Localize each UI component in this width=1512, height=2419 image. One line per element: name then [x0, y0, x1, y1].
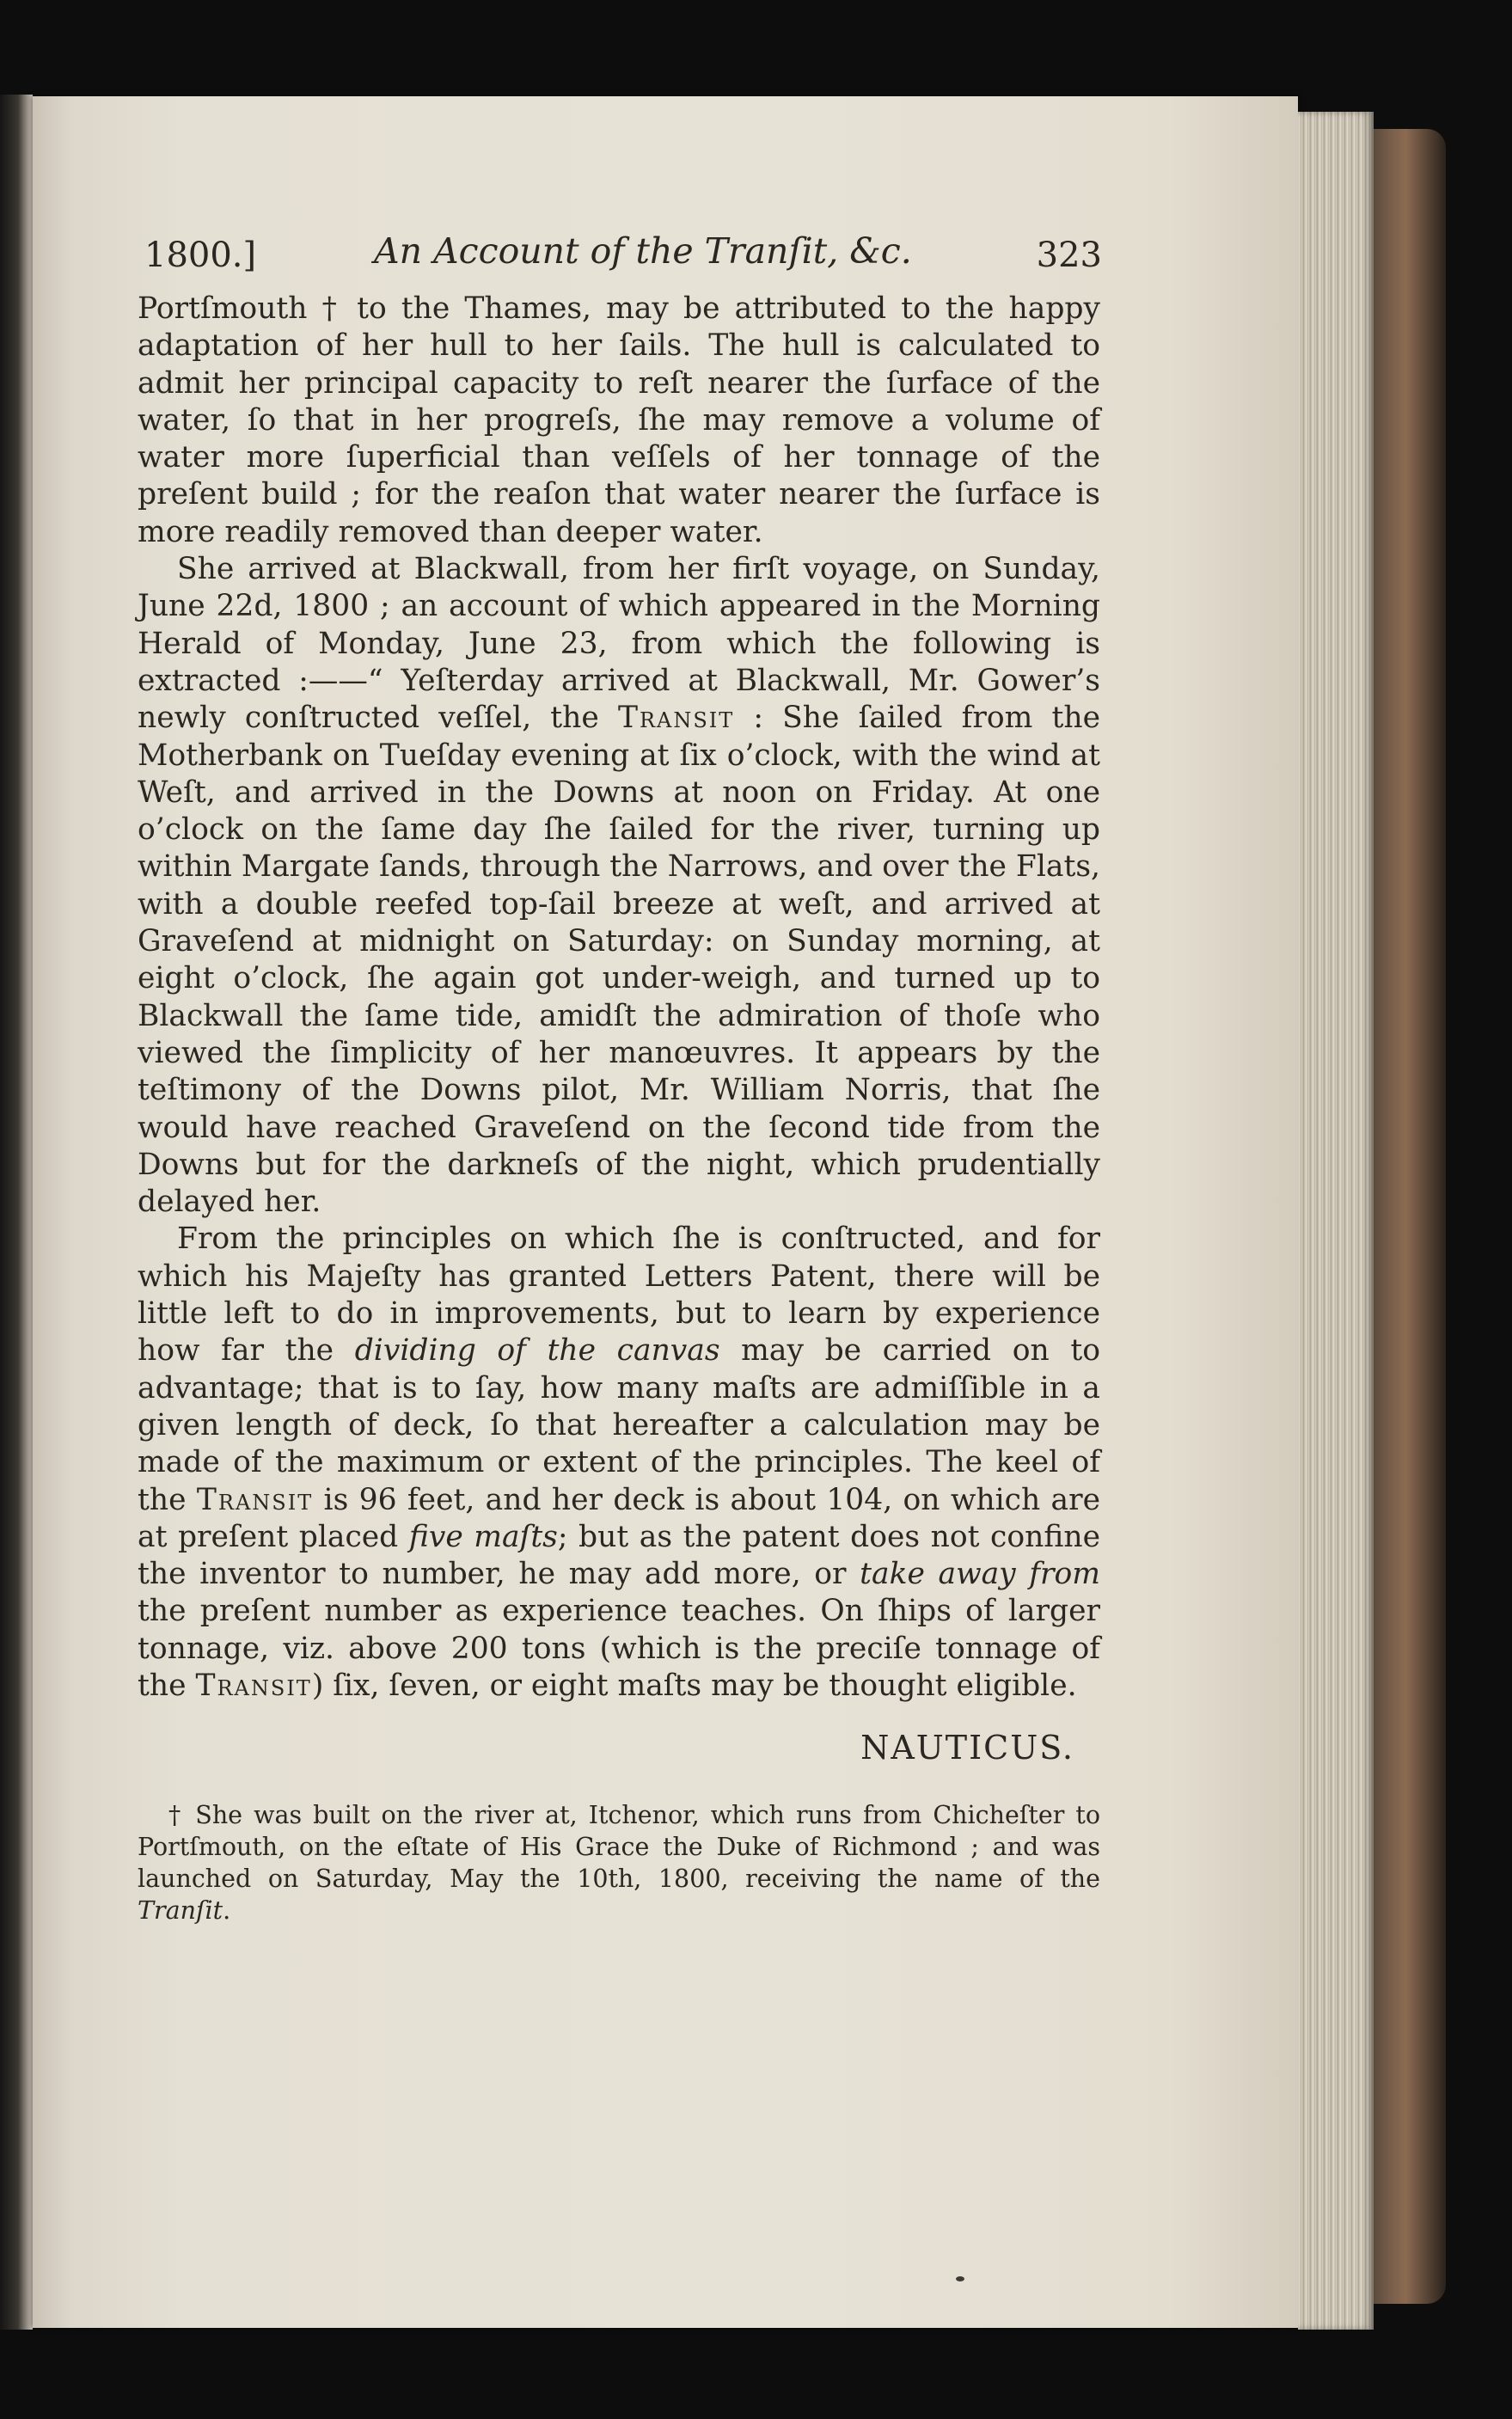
- paragraph-3-part-b: may be carried on to advantage; that is to ſay, how many maſts are admiſſible in a given length of deck, ſo that hereafter a calculation may be made of the maximum or extent of the principles. The keel of the: [138, 1333, 1100, 1517]
- running-header: [138, 230, 1100, 291]
- ship-name-transit: Transit: [617, 701, 735, 736]
- paragraph-3-part-e: the preſent number as experience teaches. On ſhips of larger tonnage, viz. above 200 tons (which is the preciſe tonnage of the: [138, 1594, 1100, 1703]
- footnote-end: .: [223, 1896, 231, 1926]
- footnote-text: † She was built on the river at, Itchenor, which runs from Chicheſter to Portſmouth, on the eſtate of His Grace the Duke of Richmond ; and was launched on Saturday, May the 10th, 1800, receiving the name of the: [138, 1801, 1100, 1894]
- paragraph-3-part-c: is 96 feet, and her deck is about 104, on which are at preſent placed: [138, 1482, 1101, 1554]
- italic-phrase-take-away: take away from: [860, 1557, 1101, 1592]
- article-body: [138, 291, 1100, 1705]
- signature: NAUTICUS.: [860, 1729, 1074, 1767]
- paragraph-3-part-a: From the principles on which ſhe is conſtructed, and for which his Majeſty has granted Letters Patent, there will be little left to do in improvements, but to learn by experience how far the: [138, 1222, 1100, 1369]
- page-block-edges: [1298, 112, 1374, 2330]
- paragraph-2-part-b: : She ſailed from the Motherbank on Tueſday evening at ſix o’clock, with the wind at Weſt, and arrived in the Downs at noon on Friday. At one o’clock on the ſame day ſhe ſailed for the river, turning up within Margate ſands, through the Narrows, and over the Flats, with a double reefed top-ſail breeze at weſt, and arrived at Graveſend at midnight on Saturday: on Sunday morning, at eight o’clock, ſhe again got under-weigh, and turned up to Blackwall the ſame tide, amidſt the admiration of thoſe who viewed the ſimplicity of her manœuvres. It appears by the teſtimony of the Downs pilot, Mr. William Norris, that ſhe would have reached Graveſend on the ſecond tide from the Downs but for the darkneſs of the night, which prudentially delayed her.: [138, 701, 1100, 1220]
- paragraph-3: [138, 1221, 1100, 1705]
- header-title: An Account of the Tranſit, &c.: [374, 230, 912, 272]
- left-page-edge: [0, 95, 33, 2330]
- paragraph-2: [138, 551, 1100, 1221]
- paragraph-1: Portſmouth † to the Thames, may be attributed to the happy adaptation of her hull to her ſails. The hull is calculated to admit her principal capacity to reſt nearer the ſurface of the water, ſo that in her progreſs, ſhe may remove a volume of water more ſuperficial than veſſels of her tonnage of the preſent build ; for the reaſon that water nearer the ſurface is more readily removed than deeper water.: [138, 291, 1100, 549]
- italic-phrase-dividing: dividing of the canvas: [354, 1333, 720, 1369]
- paragraph-3-part-d: ; but as the patent does not confine the inventor to number, he may add more, or: [138, 1519, 1100, 1592]
- ship-name-transit: Transit: [196, 1482, 314, 1517]
- footnote: [138, 1799, 1100, 1926]
- page-speck: [956, 2276, 964, 2281]
- paragraph-3-part-f: ) ſix, ſeven, or eight maſts may be thought eligible.: [311, 1668, 1077, 1703]
- paragraph-2-part-a: She arrived at Blackwall, from her firſt voyage, on Sunday, June 22d, 1800 ; an account of which appeared in the Morning Herald of Monday, June 23, from which the following is extracted :——“ Yeſterday arrived at Blackwall, Mr. Gower’s newly conſtructed veſſel, the: [138, 552, 1100, 736]
- book-cover-edge: [1374, 129, 1446, 2304]
- footnote-italic-name: Tranſit: [138, 1896, 223, 1926]
- header-year: 1800.]: [144, 236, 257, 275]
- page-number: 323: [1036, 236, 1102, 275]
- page-content: [138, 230, 1100, 1926]
- italic-phrase-five-masts: five maſts: [408, 1519, 558, 1554]
- ship-name-transit: Transit: [195, 1668, 312, 1703]
